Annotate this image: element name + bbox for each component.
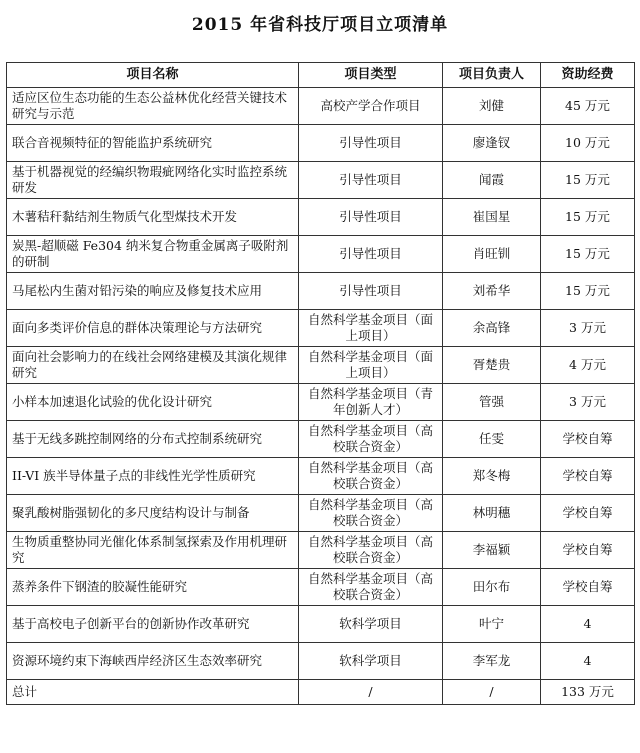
table-row bbox=[7, 532, 635, 569]
total-type: / bbox=[299, 680, 443, 705]
funding-cell: 4 万元 bbox=[541, 347, 635, 384]
project-name-cell: II-VI 族半导体量子点的非线性光学性质研究 bbox=[7, 458, 299, 495]
table-row bbox=[7, 569, 635, 606]
project-leader-cell: 闻霞 bbox=[443, 162, 541, 199]
project-type-cell: 自然科学基金项目（高校联合资金） bbox=[299, 421, 443, 458]
project-name-cell: 适应区位生态功能的生态公益林优化经营关键技术研究与示范 bbox=[7, 88, 299, 125]
project-leader-cell: 任雯 bbox=[443, 421, 541, 458]
funding-cell: 学校自筹 bbox=[541, 532, 635, 569]
project-type-cell: 自然科学基金项目（高校联合资金） bbox=[299, 532, 443, 569]
project-type-cell: 软科学项目 bbox=[299, 643, 443, 680]
funding-cell: 4 bbox=[541, 606, 635, 643]
project-name-cell: 资源环境约束下海峡西岸经济区生态效率研究 bbox=[7, 643, 299, 680]
total-person: / bbox=[443, 680, 541, 705]
project-name-cell: 面向社会影响力的在线社会网络建模及其演化规律研究 bbox=[7, 347, 299, 384]
header-project-name: 项目名称 bbox=[7, 63, 299, 88]
project-name-cell: 小样本加速退化试验的优化设计研究 bbox=[7, 384, 299, 421]
project-leader-cell: 李福颖 bbox=[443, 532, 541, 569]
project-name-cell: 蒸养条件下钢渣的胶凝性能研究 bbox=[7, 569, 299, 606]
table-row bbox=[7, 125, 635, 162]
project-type-cell: 引导性项目 bbox=[299, 273, 443, 310]
project-leader-cell: 崔国星 bbox=[443, 199, 541, 236]
project-type-cell: 自然科学基金项目（青年创新人才） bbox=[299, 384, 443, 421]
project-leader-cell: 刘希华 bbox=[443, 273, 541, 310]
project-leader-cell: 廖逢钗 bbox=[443, 125, 541, 162]
project-leader-cell: 余高锋 bbox=[443, 310, 541, 347]
table-row bbox=[7, 606, 635, 643]
table-row bbox=[7, 421, 635, 458]
project-leader-cell: 田尔布 bbox=[443, 569, 541, 606]
header-project-type: 项目类型 bbox=[299, 63, 443, 88]
project-name-cell: 基于无线多跳控制网络的分布式控制系统研究 bbox=[7, 421, 299, 458]
funding-cell: 45 万元 bbox=[541, 88, 635, 125]
header-project-leader: 项目负责人 bbox=[443, 63, 541, 88]
project-name-cell: 联合音视频特征的智能监护系统研究 bbox=[7, 125, 299, 162]
project-name-cell: 聚乳酸树脂强韧化的多尺度结构设计与制备 bbox=[7, 495, 299, 532]
project-leader-cell: 林明穗 bbox=[443, 495, 541, 532]
project-type-cell: 自然科学基金项目（面上项目） bbox=[299, 347, 443, 384]
table-header-row bbox=[7, 63, 635, 88]
table-row bbox=[7, 236, 635, 273]
project-leader-cell: 叶宁 bbox=[443, 606, 541, 643]
total-label: 总计 bbox=[7, 680, 299, 705]
project-leader-cell: 肖旺钏 bbox=[443, 236, 541, 273]
project-leader-cell: 刘健 bbox=[443, 88, 541, 125]
project-type-cell: 引导性项目 bbox=[299, 236, 443, 273]
project-type-cell: 自然科学基金项目（高校联合资金） bbox=[299, 569, 443, 606]
project-name-cell: 生物质重整协同光催化体系制氢探索及作用机理研究 bbox=[7, 532, 299, 569]
funding-cell: 10 万元 bbox=[541, 125, 635, 162]
funding-cell: 4 bbox=[541, 643, 635, 680]
table-row bbox=[7, 310, 635, 347]
project-name-cell: 基于高校电子创新平台的创新协作改革研究 bbox=[7, 606, 299, 643]
table-row bbox=[7, 162, 635, 199]
project-name-cell: 基于机器视觉的经编织物瑕疵网络化实时监控系统研发 bbox=[7, 162, 299, 199]
funding-cell: 3 万元 bbox=[541, 384, 635, 421]
total-row bbox=[7, 680, 635, 705]
funding-cell: 3 万元 bbox=[541, 310, 635, 347]
table-row bbox=[7, 643, 635, 680]
project-leader-cell: 李军龙 bbox=[443, 643, 541, 680]
table-body bbox=[7, 88, 635, 680]
funding-cell: 学校自筹 bbox=[541, 421, 635, 458]
project-type-cell: 自然科学基金项目（高校联合资金） bbox=[299, 495, 443, 532]
project-type-cell: 自然科学基金项目（高校联合资金） bbox=[299, 458, 443, 495]
funding-cell: 15 万元 bbox=[541, 273, 635, 310]
funding-cell: 学校自筹 bbox=[541, 495, 635, 532]
table-row bbox=[7, 88, 635, 125]
project-name-cell: 炭黑-超顺磁 Fe304 纳米复合物重金属离子吸附剂的研制 bbox=[7, 236, 299, 273]
funding-cell: 学校自筹 bbox=[541, 458, 635, 495]
project-type-cell: 引导性项目 bbox=[299, 125, 443, 162]
funding-cell: 15 万元 bbox=[541, 236, 635, 273]
project-name-cell: 木薯秸秆黏结剂生物质气化型煤技术开发 bbox=[7, 199, 299, 236]
project-name-cell: 马尾松内生菌对铅污染的响应及修复技术应用 bbox=[7, 273, 299, 310]
funding-cell: 15 万元 bbox=[541, 162, 635, 199]
funding-cell: 15 万元 bbox=[541, 199, 635, 236]
table-row bbox=[7, 495, 635, 532]
funding-cell: 学校自筹 bbox=[541, 569, 635, 606]
table-row bbox=[7, 199, 635, 236]
project-type-cell: 引导性项目 bbox=[299, 162, 443, 199]
project-type-cell: 高校产学合作项目 bbox=[299, 88, 443, 125]
table-row bbox=[7, 273, 635, 310]
project-type-cell: 软科学项目 bbox=[299, 606, 443, 643]
header-funding: 资助经费 bbox=[541, 63, 635, 88]
project-table bbox=[6, 62, 635, 705]
project-type-cell: 自然科学基金项目（面上项目） bbox=[299, 310, 443, 347]
total-fund: 133 万元 bbox=[541, 680, 635, 705]
project-type-cell: 引导性项目 bbox=[299, 199, 443, 236]
table-row bbox=[7, 384, 635, 421]
table-row bbox=[7, 347, 635, 384]
project-name-cell: 面向多类评价信息的群体决策理论与方法研究 bbox=[7, 310, 299, 347]
project-leader-cell: 管强 bbox=[443, 384, 541, 421]
table-row bbox=[7, 458, 635, 495]
project-leader-cell: 郑冬梅 bbox=[443, 458, 541, 495]
project-leader-cell: 胥楚贵 bbox=[443, 347, 541, 384]
page-title: 2015 年省科技厅项目立项清单 bbox=[191, 15, 449, 35]
